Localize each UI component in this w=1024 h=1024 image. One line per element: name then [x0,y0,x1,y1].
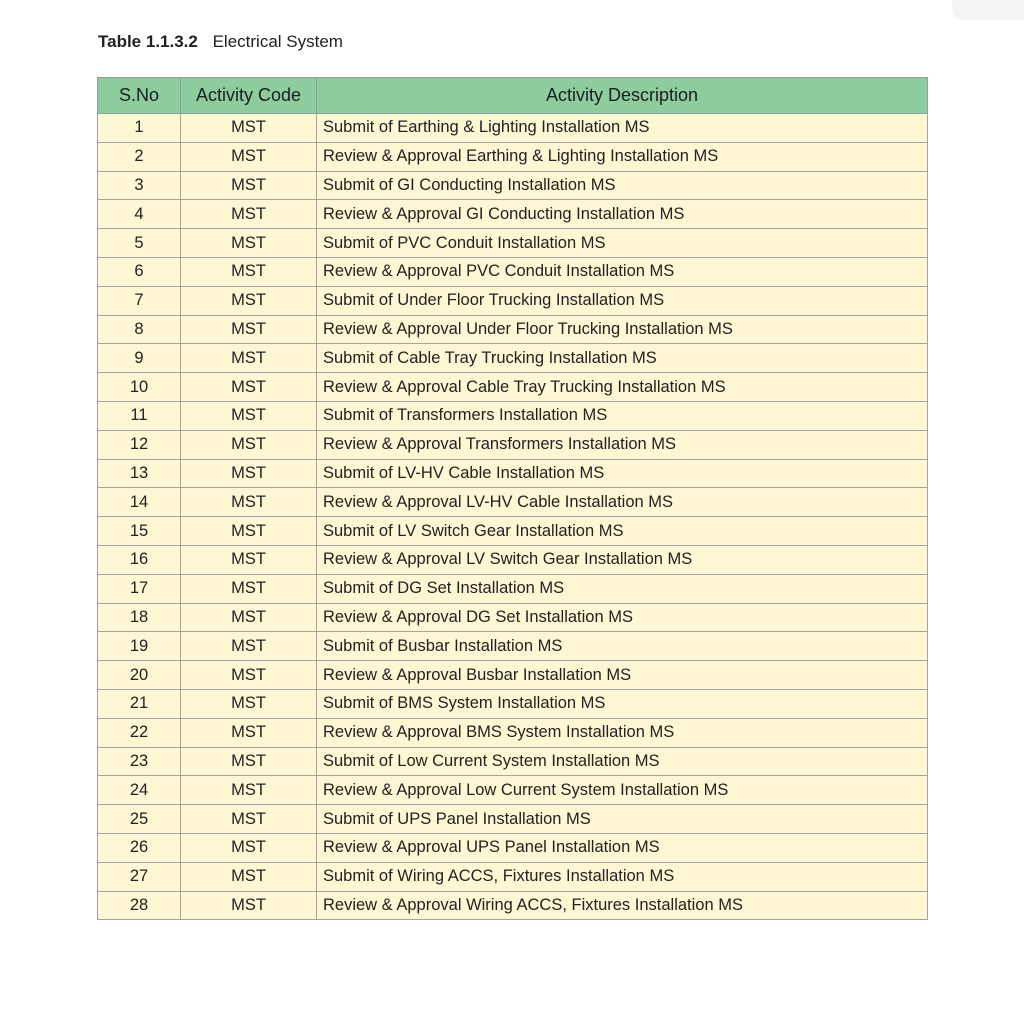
cell-activity-description: Review & Approval Earthing & Lighting Installation MS [317,142,928,171]
table-row [98,286,928,315]
cell-activity-code: MST [181,229,317,258]
cell-sno: 7 [98,286,181,315]
cell-sno: 8 [98,315,181,344]
cell-activity-code: MST [181,574,317,603]
cell-activity-code: MST [181,286,317,315]
cell-activity-description: Submit of GI Conducting Installation MS [317,171,928,200]
cell-activity-code: MST [181,776,317,805]
table-row [98,142,928,171]
table-row [98,632,928,661]
cell-activity-description: Review & Approval Busbar Installation MS [317,661,928,690]
cell-sno: 13 [98,459,181,488]
cell-activity-code: MST [181,344,317,373]
cell-activity-code: MST [181,401,317,430]
table-row [98,401,928,430]
cell-activity-description: Review & Approval Wiring ACCS, Fixtures Installation MS [317,891,928,920]
cell-sno: 28 [98,891,181,920]
cell-sno: 14 [98,488,181,517]
table-row [98,661,928,690]
table-row [98,200,928,229]
cell-activity-description: Submit of Low Current System Installation MS [317,747,928,776]
cell-activity-code: MST [181,114,317,143]
cell-activity-code: MST [181,459,317,488]
cell-sno: 16 [98,545,181,574]
cell-activity-description: Review & Approval Under Floor Trucking Installation MS [317,315,928,344]
cell-activity-code: MST [181,805,317,834]
table-title: Electrical System [212,32,343,51]
cell-activity-description: Submit of Cable Tray Trucking Installation MS [317,344,928,373]
cell-activity-description: Review & Approval BMS System Installation MS [317,718,928,747]
cell-activity-code: MST [181,891,317,920]
table-row [98,833,928,862]
cell-sno: 1 [98,114,181,143]
cell-activity-code: MST [181,689,317,718]
cell-activity-description: Submit of Busbar Installation MS [317,632,928,661]
cell-activity-code: MST [181,603,317,632]
table-row [98,862,928,891]
table-row [98,430,928,459]
cell-activity-description: Review & Approval LV-HV Cable Installation MS [317,488,928,517]
table-row [98,689,928,718]
table-row [98,805,928,834]
table-caption [98,30,343,54]
cell-sno: 24 [98,776,181,805]
header-sno: S.No [98,78,181,114]
table-row [98,891,928,920]
cell-activity-description: Submit of LV Switch Gear Installation MS [317,517,928,546]
cell-activity-description: Submit of UPS Panel Installation MS [317,805,928,834]
table-row [98,488,928,517]
cell-activity-description: Submit of LV-HV Cable Installation MS [317,459,928,488]
activities-table [97,77,928,920]
cell-activity-code: MST [181,171,317,200]
cell-sno: 23 [98,747,181,776]
cell-activity-description: Review & Approval LV Switch Gear Installation MS [317,545,928,574]
table-row [98,603,928,632]
table-row [98,315,928,344]
cell-sno: 10 [98,373,181,402]
cell-activity-description: Submit of Under Floor Trucking Installation MS [317,286,928,315]
cell-sno: 25 [98,805,181,834]
cell-activity-description: Submit of DG Set Installation MS [317,574,928,603]
cell-activity-description: Submit of Earthing & Lighting Installation MS [317,114,928,143]
cell-activity-description: Submit of PVC Conduit Installation MS [317,229,928,258]
cell-activity-code: MST [181,833,317,862]
header-activity-description: Activity Description [317,78,928,114]
table-row [98,517,928,546]
cell-activity-code: MST [181,545,317,574]
cell-sno: 26 [98,833,181,862]
cell-sno: 17 [98,574,181,603]
table-body [98,114,928,920]
cell-activity-code: MST [181,718,317,747]
cell-sno: 27 [98,862,181,891]
cell-activity-code: MST [181,142,317,171]
cell-activity-code: MST [181,747,317,776]
cell-activity-description: Submit of Wiring ACCS, Fixtures Installation MS [317,862,928,891]
cell-activity-description: Review & Approval Cable Tray Trucking Installation MS [317,373,928,402]
cell-activity-description: Review & Approval DG Set Installation MS [317,603,928,632]
cell-activity-description: Submit of Transformers Installation MS [317,401,928,430]
cell-sno: 6 [98,257,181,286]
cell-activity-description: Review & Approval PVC Conduit Installation MS [317,257,928,286]
cell-activity-code: MST [181,373,317,402]
cell-sno: 12 [98,430,181,459]
table-row [98,171,928,200]
table-row [98,718,928,747]
cell-sno: 4 [98,200,181,229]
cell-activity-description: Review & Approval GI Conducting Installation MS [317,200,928,229]
table-row [98,373,928,402]
cell-sno: 2 [98,142,181,171]
table-row [98,776,928,805]
cell-sno: 5 [98,229,181,258]
table-header-row [98,78,928,114]
cell-sno: 18 [98,603,181,632]
table-row [98,229,928,258]
table-row [98,344,928,373]
cell-activity-code: MST [181,488,317,517]
header-activity-code: Activity Code [181,78,317,114]
cell-sno: 20 [98,661,181,690]
cell-activity-description: Review & Approval Transformers Installation MS [317,430,928,459]
cell-sno: 9 [98,344,181,373]
cell-activity-code: MST [181,862,317,891]
cell-activity-code: MST [181,200,317,229]
cell-activity-description: Review & Approval Low Current System Installation MS [317,776,928,805]
table-row [98,459,928,488]
cell-activity-description: Review & Approval UPS Panel Installation MS [317,833,928,862]
cell-activity-code: MST [181,257,317,286]
table-row [98,257,928,286]
cell-sno: 19 [98,632,181,661]
table-row [98,574,928,603]
table-row [98,114,928,143]
cell-sno: 22 [98,718,181,747]
cell-activity-code: MST [181,661,317,690]
table-row [98,545,928,574]
cell-sno: 3 [98,171,181,200]
cell-activity-code: MST [181,315,317,344]
page-corner-shade [952,0,1024,20]
cell-activity-code: MST [181,517,317,546]
cell-activity-description: Submit of BMS System Installation MS [317,689,928,718]
cell-activity-code: MST [181,430,317,459]
table-row [98,747,928,776]
cell-activity-code: MST [181,632,317,661]
cell-sno: 15 [98,517,181,546]
table-number: Table 1.1.3.2 [98,32,198,51]
cell-sno: 21 [98,689,181,718]
cell-sno: 11 [98,401,181,430]
